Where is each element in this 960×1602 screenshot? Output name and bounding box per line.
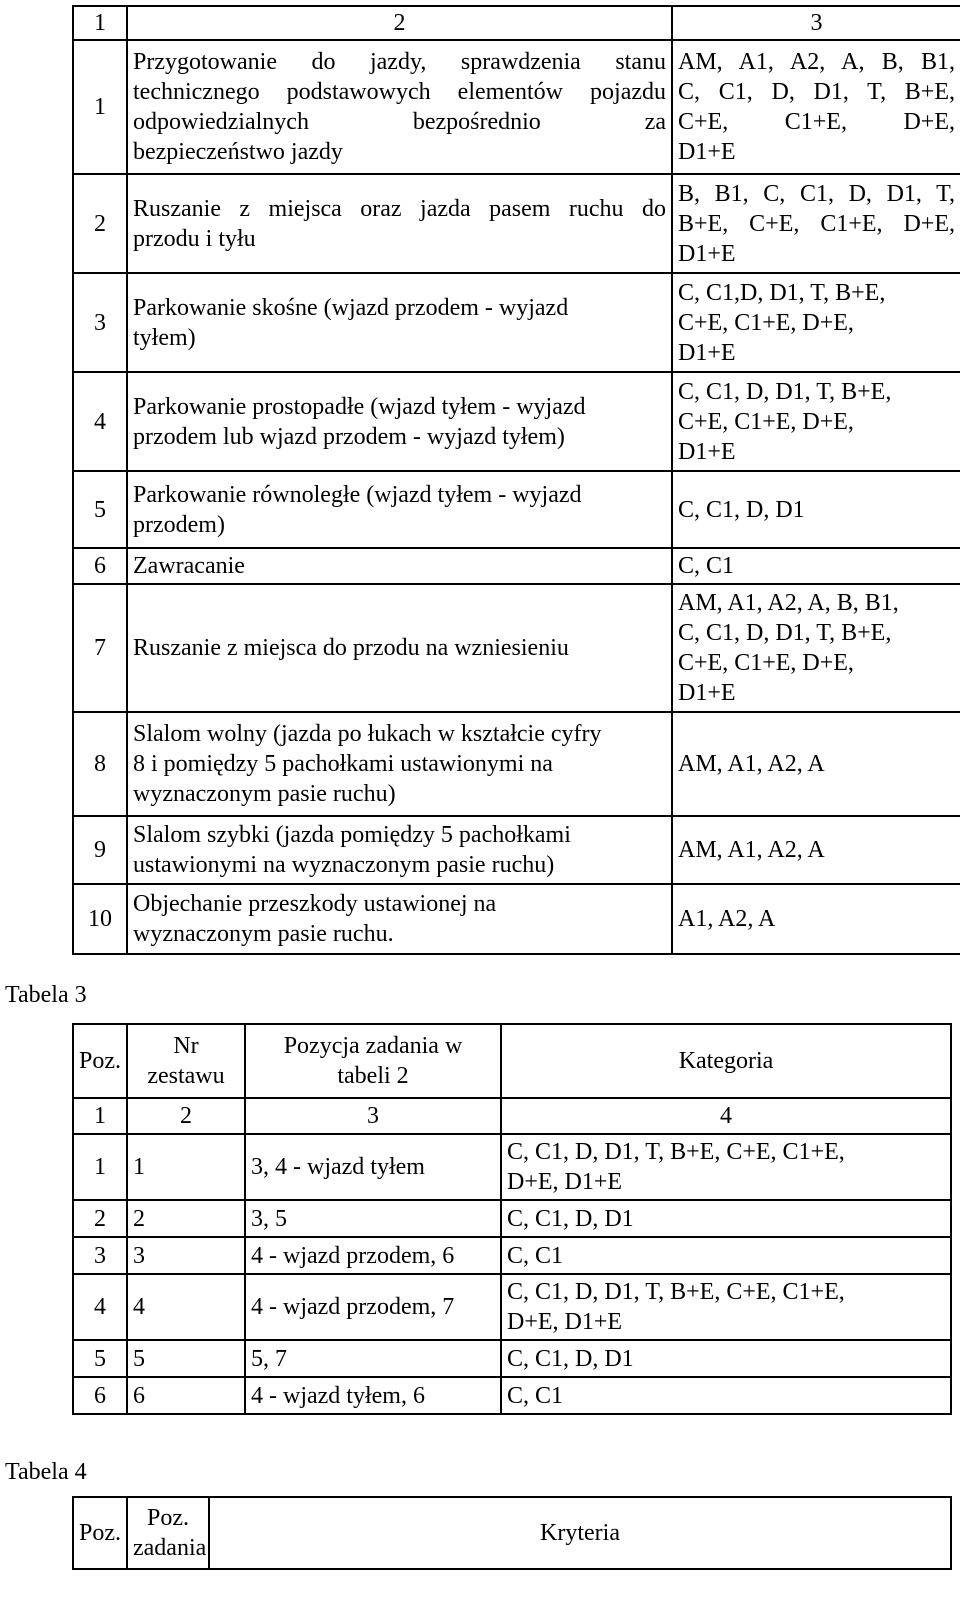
header-line: zadania xyxy=(133,1535,207,1561)
task-description xyxy=(127,372,672,471)
kategoria-cell xyxy=(501,1237,951,1274)
category-list xyxy=(672,471,960,548)
pozycja-cell: 4 - wjazd przodem, 6 xyxy=(245,1237,501,1274)
pozycja-cell: 4 - wjazd przodem, 7 xyxy=(245,1274,501,1340)
header-kategoria: Kategoria xyxy=(501,1024,951,1098)
row-number: 6 xyxy=(73,548,127,584)
category-line: C, C1, D, D1, T, B+E, xyxy=(678,79,955,105)
task-line: wyznaczonym pasie ruchu. xyxy=(133,921,394,947)
task-line: wyznaczonym pasie ruchu) xyxy=(133,781,396,807)
table-row xyxy=(73,548,960,584)
task-line: Ruszanie z miejsca do przodu na wzniesieniu xyxy=(133,635,569,661)
pozycja-cell: 3, 5 xyxy=(245,1200,501,1237)
category-line: C, C1, D, D1 xyxy=(507,1205,634,1232)
header-line: Poz. xyxy=(147,1505,189,1531)
table-row xyxy=(73,1134,951,1200)
col-number-3: 3 xyxy=(245,1098,501,1134)
category-line: D1+E xyxy=(678,240,736,267)
nr-cell: 5 xyxy=(127,1340,245,1377)
task-line: przodem lub wjazd przodem - wyjazd tyłem) xyxy=(133,423,565,450)
category-line: C, C1, D, D1 xyxy=(507,1345,634,1372)
table-row xyxy=(73,1274,951,1340)
table-4 xyxy=(72,1496,952,1570)
nr-cell: 4 xyxy=(127,1274,245,1340)
category-list xyxy=(672,884,960,954)
poz-cell: 3 xyxy=(73,1237,127,1274)
category-line: C, C1 xyxy=(678,553,735,579)
table-row xyxy=(73,1340,951,1377)
table-row xyxy=(73,174,960,273)
header-line: Nr xyxy=(173,1033,199,1059)
row-number: 4 xyxy=(73,372,127,471)
table-row xyxy=(73,884,960,954)
col-number-1: 1 xyxy=(73,6,127,40)
poz-cell: 6 xyxy=(73,1377,127,1414)
table-row xyxy=(73,1237,951,1274)
header-poz: Poz. xyxy=(73,1024,127,1098)
nr-cell: 2 xyxy=(127,1200,245,1237)
task-line: tyłem) xyxy=(133,324,196,351)
task-line: Slalom szybki (jazda pomiędzy 5 pachołkami xyxy=(133,822,571,848)
task-line: Parkowanie prostopadłe (wjazd tyłem - wyjazd xyxy=(133,393,586,420)
task-line: Parkowanie skośne (wjazd przodem - wyjazd xyxy=(133,294,569,321)
task-line: technicznego podstawowych elementów pojazdu xyxy=(133,79,666,105)
row-number: 10 xyxy=(73,884,127,954)
table-row xyxy=(73,273,960,372)
poz-cell: 2 xyxy=(73,1200,127,1237)
category-line: C, C1 xyxy=(507,1242,564,1269)
category-line: C+E, C1+E, D+E, xyxy=(678,408,854,435)
header-pozycja-zadania xyxy=(245,1024,501,1098)
task-description xyxy=(127,584,672,712)
task-description xyxy=(127,471,672,548)
header-nr-zestawu xyxy=(127,1024,245,1098)
category-line: AM, A1, A2, A, B, B1, xyxy=(678,590,899,616)
nr-cell: 3 xyxy=(127,1237,245,1274)
row-number: 9 xyxy=(73,816,127,884)
category-list xyxy=(672,174,960,273)
table-row xyxy=(73,584,960,712)
col-number-2: 2 xyxy=(127,1098,245,1134)
task-line: 8 i pomiędzy 5 pachołkami ustawionymi na xyxy=(133,751,553,777)
category-line: AM, A1, A2, A, B, B1, xyxy=(678,49,955,75)
category-line: D1+E xyxy=(678,339,736,366)
table-4-header-row xyxy=(73,1497,951,1569)
pozycja-cell: 5, 7 xyxy=(245,1340,501,1377)
kategoria-cell xyxy=(501,1200,951,1237)
kategoria-cell xyxy=(501,1274,951,1340)
header-kryteria: Kryteria xyxy=(209,1497,951,1569)
nr-cell: 6 xyxy=(127,1377,245,1414)
category-list xyxy=(672,273,960,372)
table-row xyxy=(73,816,960,884)
row-number: 5 xyxy=(73,471,127,548)
category-line: C, C1, D, D1, T, B+E, C+E, C1+E, xyxy=(507,1139,845,1165)
category-line: C, C1, D, D1, T, B+E, xyxy=(678,620,892,646)
category-line: C, C1, D, D1, T, B+E, xyxy=(678,378,892,405)
task-description xyxy=(127,816,672,884)
category-line: C, C1, D, D1 xyxy=(678,496,805,523)
task-line: Objechanie przeszkody ustawionej na xyxy=(133,891,497,917)
task-description xyxy=(127,884,672,954)
table-4-caption: Tabela 4 xyxy=(5,1459,87,1485)
header-line: tabeli 2 xyxy=(337,1063,409,1089)
table-row xyxy=(73,471,960,548)
table-3-caption: Tabela 3 xyxy=(5,982,87,1008)
row-number: 3 xyxy=(73,273,127,372)
category-line: D1+E xyxy=(678,139,736,165)
category-line: C+E, C1+E, D+E, xyxy=(678,309,854,336)
task-description xyxy=(127,174,672,273)
task-description xyxy=(127,273,672,372)
category-line: AM, A1, A2, A xyxy=(678,837,825,863)
column-number-row xyxy=(73,1098,951,1134)
task-line: Parkowanie równoległe (wjazd tyłem - wyjazd xyxy=(133,481,582,508)
task-line: przodem) xyxy=(133,511,225,538)
table-row xyxy=(73,1200,951,1237)
header-poz: Poz. xyxy=(73,1497,127,1569)
col-number-2: 2 xyxy=(127,6,672,40)
category-line: C, C1,D, D1, T, B+E, xyxy=(678,279,886,306)
pozycja-cell: 3, 4 - wjazd tyłem xyxy=(245,1134,501,1200)
col-number-3: 3 xyxy=(672,6,960,40)
task-line: bezpieczeństwo jazdy xyxy=(133,139,343,165)
task-line: ustawionymi na wyznaczonym pasie ruchu) xyxy=(133,852,555,878)
pozycja-cell: 4 - wjazd tyłem, 6 xyxy=(245,1377,501,1414)
row-number: 1 xyxy=(73,40,127,174)
category-line: B, B1, C, C1, D, D1, T, xyxy=(678,180,955,207)
table-row xyxy=(73,372,960,471)
task-line: Zawracanie xyxy=(133,553,245,579)
category-line: C+E, C1+E, D+E, xyxy=(678,650,854,676)
category-line: A1, A2, A xyxy=(678,906,776,932)
poz-cell: 1 xyxy=(73,1134,127,1200)
task-description xyxy=(127,712,672,816)
task-line: Przygotowanie do jazdy, sprawdzenia stanu xyxy=(133,49,666,75)
row-number: 7 xyxy=(73,584,127,712)
col-number-4: 4 xyxy=(501,1098,951,1134)
task-line: odpowiedzialnych bezpośrednio za xyxy=(133,109,666,135)
category-list xyxy=(672,584,960,712)
row-number: 8 xyxy=(73,712,127,816)
category-list xyxy=(672,712,960,816)
header-line: Pozycja zadania w xyxy=(283,1033,463,1059)
table-row xyxy=(73,40,960,174)
task-line: Ruszanie z miejsca oraz jazda pasem ruchu do xyxy=(133,195,666,222)
category-line: C, C1, D, D1, T, B+E, C+E, C1+E, xyxy=(507,1279,845,1305)
nr-cell: 1 xyxy=(127,1134,245,1200)
category-line: C, C1 xyxy=(507,1382,564,1409)
table-3 xyxy=(72,1023,952,1415)
poz-cell: 5 xyxy=(73,1340,127,1377)
col-number-1: 1 xyxy=(73,1098,127,1134)
category-list xyxy=(672,372,960,471)
category-line: D1+E xyxy=(678,680,736,706)
kategoria-cell xyxy=(501,1377,951,1414)
task-line: Slalom wolny (jazda po łukach w kształcie cyfry xyxy=(133,721,602,747)
kategoria-cell xyxy=(501,1340,951,1377)
row-number: 2 xyxy=(73,174,127,273)
header-poz-zadania xyxy=(127,1497,209,1569)
category-line: C+E, C1+E, D+E, xyxy=(678,109,955,135)
poz-cell: 4 xyxy=(73,1274,127,1340)
task-description xyxy=(127,40,672,174)
table-3-header-row xyxy=(73,1024,951,1098)
category-list xyxy=(672,548,960,584)
category-line: B+E, C+E, C1+E, D+E, xyxy=(678,210,955,237)
category-line: D+E, D1+E xyxy=(507,1309,623,1335)
column-number-row xyxy=(73,6,960,40)
category-line: D1+E xyxy=(678,438,736,465)
category-line: D+E, D1+E xyxy=(507,1169,623,1195)
table-row xyxy=(73,712,960,816)
task-line: przodu i tyłu xyxy=(133,225,256,252)
kategoria-cell xyxy=(501,1134,951,1200)
task-description xyxy=(127,548,672,584)
category-list xyxy=(672,40,960,174)
task-category-table xyxy=(72,5,960,955)
category-line: AM, A1, A2, A xyxy=(678,751,825,777)
category-list xyxy=(672,816,960,884)
header-line: zestawu xyxy=(147,1063,225,1089)
table-row xyxy=(73,1377,951,1414)
